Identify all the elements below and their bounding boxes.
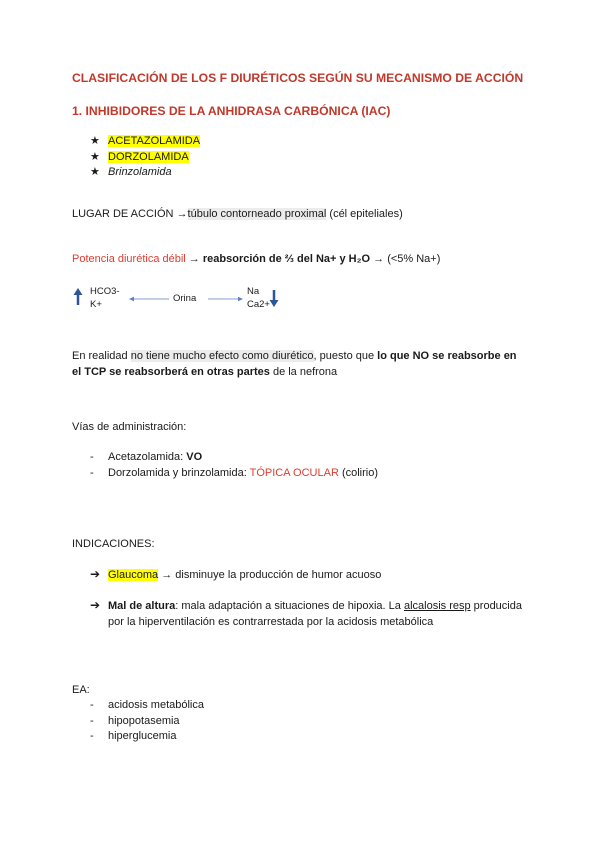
list-item: - hiperglucemia <box>90 730 177 742</box>
arrow-right-icon: ➔ <box>90 598 101 612</box>
up-arrow-icon <box>74 288 83 305</box>
arrow-text: → <box>185 253 203 265</box>
drug-name: Brinzolamida <box>108 166 172 178</box>
indicacion-mal-altura: ➔ Mal de altura: mala adaptación a situaciones de hipoxia. La alcalosis resp producida por la hiperventilación es contrarrestada por la acidosis metabólica <box>90 598 522 628</box>
lugar-label: LUGAR DE ACCIÓN → <box>72 208 188 220</box>
realidad-line-2: el TCP se reabsorberá en otras partes de la nefrona <box>72 366 338 378</box>
drug-list <box>90 134 200 181</box>
potencia-line <box>72 253 440 265</box>
drug-name: DORZOLAMIDA <box>108 150 189 163</box>
star-icon: ★ <box>90 166 100 178</box>
realidad-paragraph <box>72 348 517 380</box>
exchange-diagram <box>72 286 292 316</box>
down-arrow-icon <box>270 290 279 307</box>
list-item <box>90 165 200 181</box>
ion-ca: Ca2+ <box>247 299 270 310</box>
indicaciones-heading: INDICACIONES: <box>72 538 155 550</box>
potencia-suffix: → (<5% Na+) <box>370 253 441 265</box>
ion-k: K+ <box>90 299 102 310</box>
lugar-highlight: túbulo contorneado proximal <box>187 208 327 220</box>
ea-list <box>90 698 204 745</box>
left-arrow-icon <box>129 297 169 301</box>
potencia-label: Potencia diurética débil <box>72 253 186 265</box>
list-item <box>90 134 200 150</box>
vias-heading: Vías de administración: <box>72 421 187 433</box>
ea-heading: EA: <box>72 684 90 696</box>
mal-altura-line-2: por la hiperventilación es contrarrestada por la acidosis metabólica <box>108 616 434 628</box>
ion-na: Na <box>247 286 260 297</box>
list-item: - Dorzolamida y brinzolamida: TÓPICA OCULAR (colirio) <box>90 466 379 479</box>
list-item: - hipopotasemia <box>90 714 180 727</box>
orina-label: Orina <box>173 293 197 304</box>
drug-name: ACETAZOLAMIDA <box>108 135 201 147</box>
list-item: - acidosis metabólica <box>90 699 204 711</box>
potencia-bold: reabsorción de ⅔ del Na+ y H₂O <box>202 253 371 265</box>
lugar-suffix: (cél epiteliales) <box>326 208 403 220</box>
page-title: CLASIFICACIÓN DE LOS F DIURÉTICOS SEGÚN SU MECANISMO DE ACCIÓN <box>72 71 524 85</box>
lugar-de-accion <box>72 208 403 220</box>
list-item: - Acetazolamida: VO <box>90 451 203 463</box>
section-heading: 1. INHIBIDORES DE LA ANHIDRASA CARBÓNICA (IAC) <box>72 104 391 118</box>
ion-hco3: HCO3- <box>90 286 120 297</box>
star-icon: ★ <box>90 150 100 163</box>
right-arrow-icon <box>208 297 243 301</box>
arrow-right-icon: ➔ <box>90 567 101 581</box>
vias-list <box>90 450 378 481</box>
indicacion-glaucoma: ➔ Glaucoma → disminuye la producción de humor acuoso <box>90 567 382 581</box>
realidad-line-1: En realidad no tiene mucho efecto como diurético, puesto que lo que NO se reabsorbe en <box>72 350 517 362</box>
list-item <box>90 150 200 166</box>
star-icon: ★ <box>90 135 100 147</box>
